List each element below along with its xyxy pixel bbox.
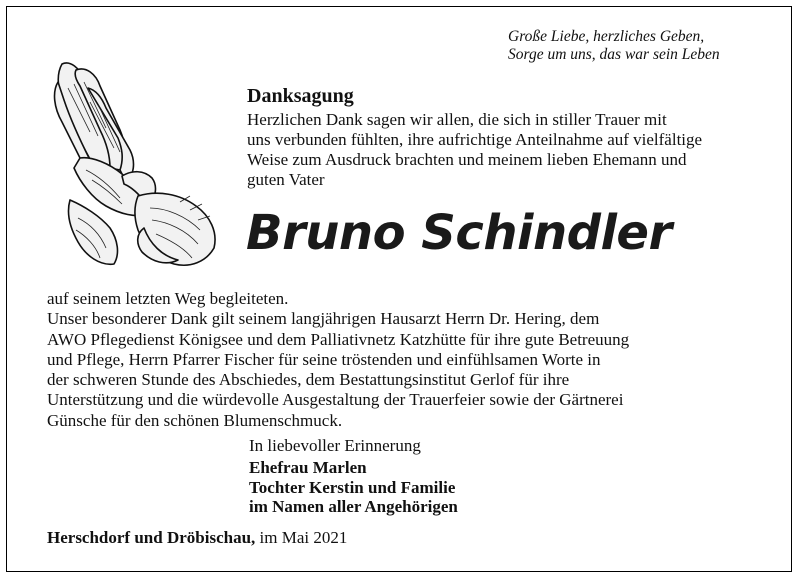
intro-line: guten Vater [247, 170, 325, 189]
deceased-name: Bruno Schindler [246, 205, 672, 261]
family-member: Tochter Kerstin und Familie [249, 477, 456, 497]
body-line: auf seinem letzten Weg begleiteten. [47, 289, 289, 308]
body-text [47, 289, 629, 431]
intro-text [247, 110, 702, 190]
family-member: Ehefrau Marlen [249, 458, 367, 477]
body-line: Günsche für den schönen Blumenschmuck. [47, 410, 343, 430]
intro-line: uns verbunden fühlten, ihre aufrichtige Anteilnahme auf vielfältige [247, 130, 703, 149]
date: im Mai 2021 [259, 528, 348, 547]
motto-line-1: Große Liebe, herzliches Geben, [508, 28, 705, 45]
praying-hands-icon [40, 58, 222, 273]
body-line: und Pflege, Herrn Pfarrer Fischer für seine tröstenden und einfühlsamen Worte in [47, 349, 601, 369]
family-member: im Namen aller Angehörigen [249, 497, 458, 516]
family-signature [249, 458, 458, 517]
place-date-line [47, 528, 347, 548]
body-line: Unterstützung und die würdevolle Ausgestaltung der Trauerfeier sowie der Gärtnerei [47, 390, 624, 410]
motto-line-2: Sorge um uns, das war sein Leben [508, 46, 720, 63]
body-line: Unser besonderer Dank gilt seinem langjährigen Hausarzt Herrn Dr. Hering, dem [47, 309, 600, 329]
intro-line: Herzlichen Dank sagen wir allen, die sich in stiller Trauer mit [247, 110, 667, 129]
motto-verse [508, 28, 720, 64]
heading-danksagung: Danksagung [247, 85, 354, 107]
intro-line: Weise zum Ausdruck brachten und meinem lieben Ehemann und [247, 150, 687, 169]
memory-line: In liebevoller Erinnerung [249, 436, 421, 455]
body-line: AWO Pflegedienst Königsee und dem Palliativnetz Katzhütte für ihre gute Betreuung [47, 329, 630, 349]
place: Herschdorf und Dröbischau, [47, 528, 256, 547]
body-line: der schweren Stunde des Abschiedes, dem Bestattungsinstitut Gerlof für ihre [47, 370, 570, 390]
